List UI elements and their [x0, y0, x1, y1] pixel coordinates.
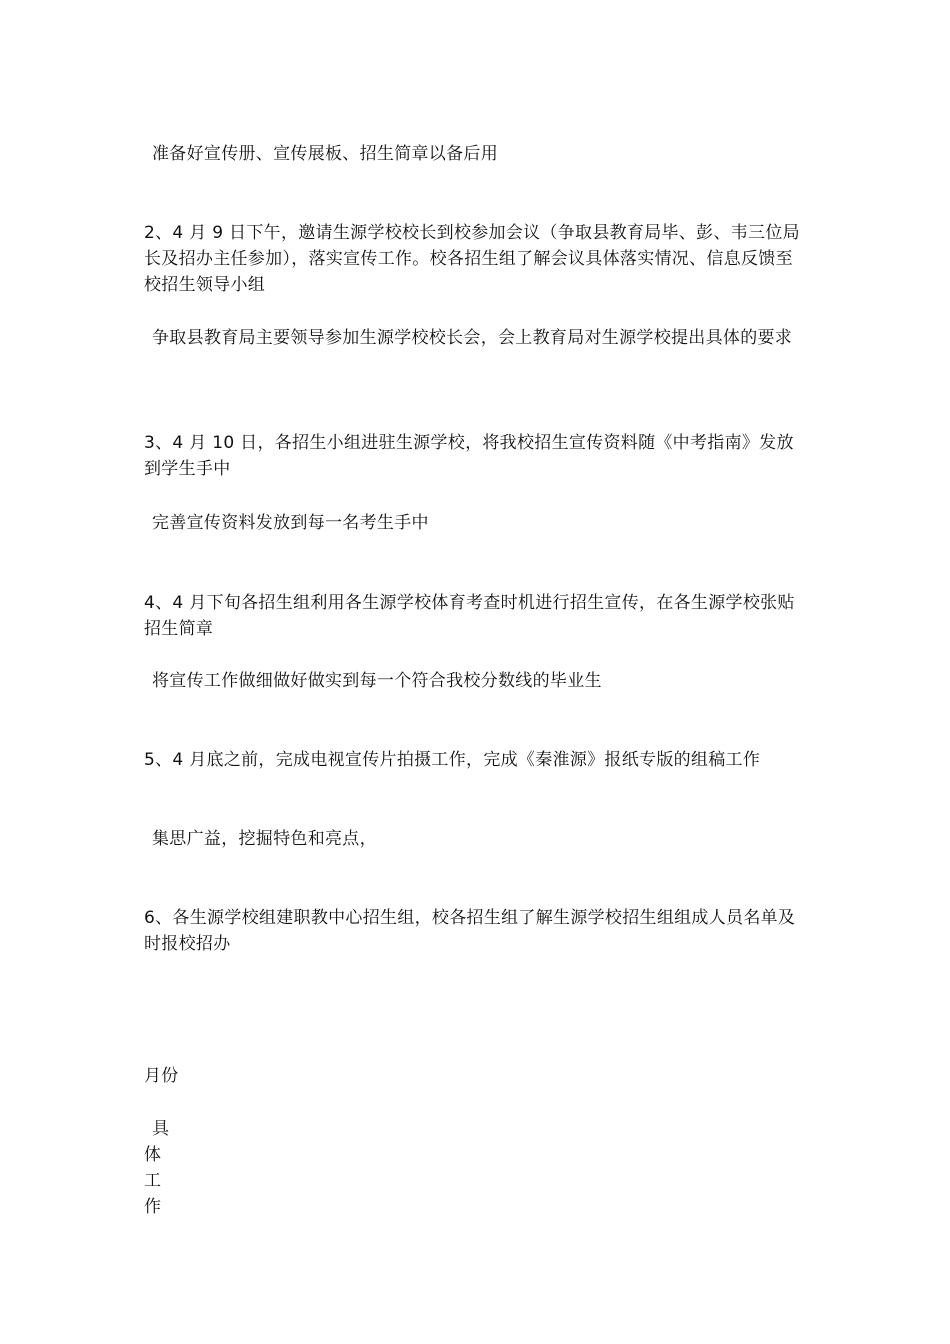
table-header-work-char: 具	[152, 1119, 169, 1139]
paragraph-item-4-note: 将宣传工作做细做好做实到每一个符合我校分数线的毕业生	[152, 671, 602, 691]
table-header-work	[144, 1116, 184, 1220]
paragraph-item-3-note: 完善宣传资料发放到每一名考生手中	[152, 513, 429, 533]
paragraph-item-5-note: 集思广益，挖掘特色和亮点，	[152, 829, 377, 849]
table-header-work-char: 工	[144, 1171, 161, 1191]
table-header-month: 月份	[144, 1066, 179, 1086]
paragraph-item-2: 2、4 月 9 日下午，邀请生源学校校长到校参加会议（争取县教育局毕、彭、韦三位局长及招办主任参加），落实宣传工作。校各招生组了解会议具体落实情况、信息反馈至校招生领导小组	[144, 223, 800, 295]
paragraph-prepare-materials: 准备好宣传册、宣传展板、招生简章以备后用	[152, 144, 498, 164]
table-header-work-char: 作	[144, 1197, 161, 1217]
paragraph-item-4: 4、4 月下旬各招生组利用各生源学校体育考查时机进行招生宣传，在各生源学校张贴招生简章	[144, 593, 795, 639]
table-header-work-char: 体	[144, 1145, 161, 1165]
paragraph-item-6: 6、各生源学校组建职教中心招生组，校各招生组了解生源学校招生组组成人员名单及时报校招办	[144, 908, 796, 954]
paragraph-item-3: 3、4 月 10 日，各招生小组进驻生源学校，将我校招生宣传资料随《中考指南》发放到学生手中	[144, 433, 794, 479]
paragraph-item-5: 5、4 月底之前，完成电视宣传片拍摄工作，完成《秦淮源》报纸专版的组稿工作	[144, 750, 761, 770]
paragraph-item-2-note: 争取县教育局主要领导参加生源学校校长会，会上教育局对生源学校提出具体的要求	[152, 328, 793, 348]
